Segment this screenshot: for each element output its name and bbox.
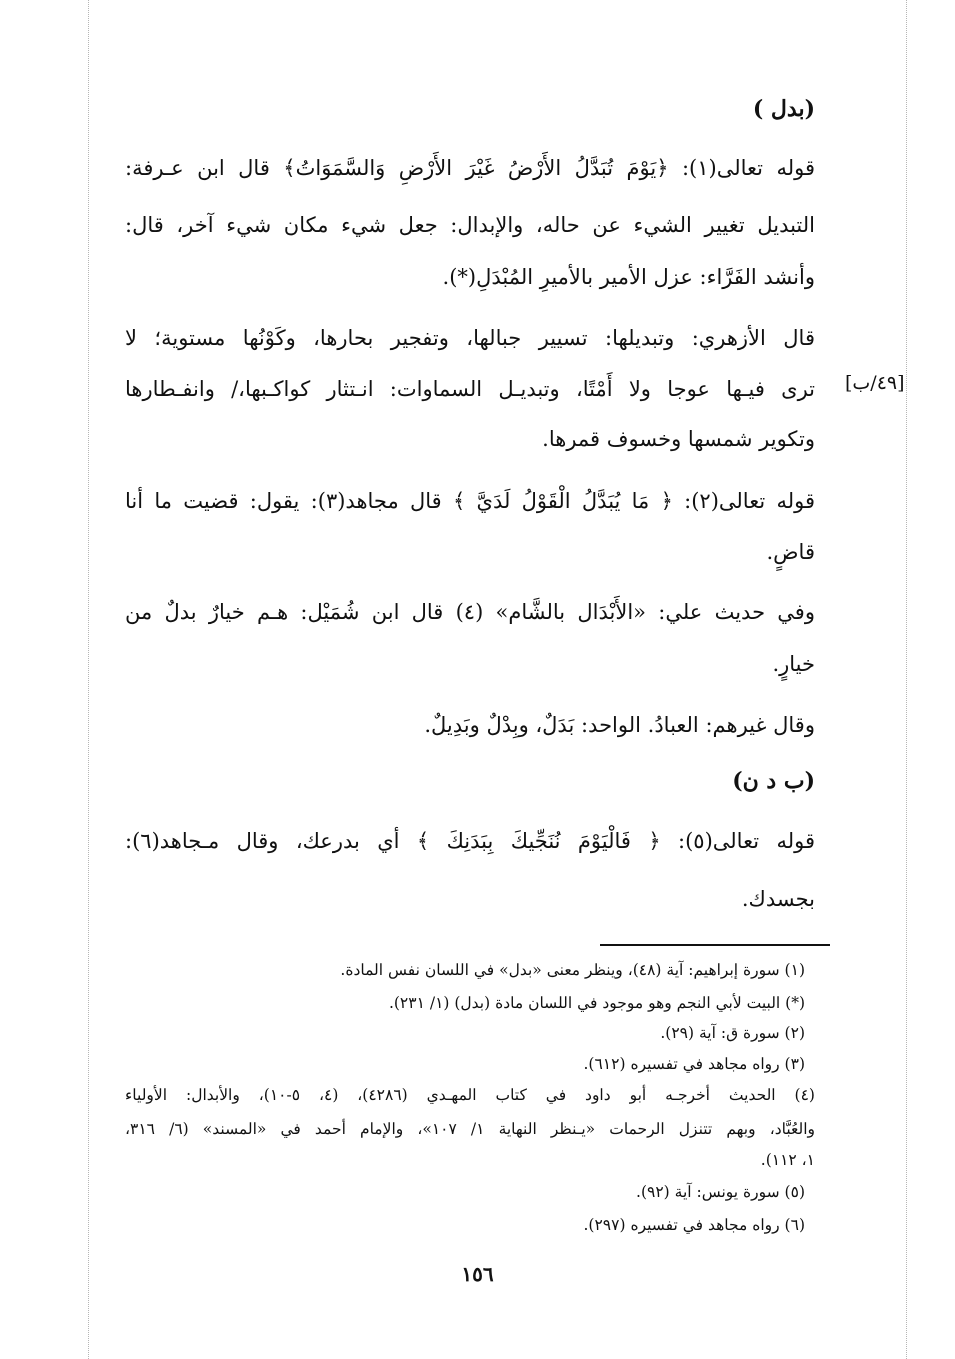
footnote-4-line-3: ١، ١١٢). [760,1151,815,1169]
paragraph-6-line-2: بجسدك. [741,887,815,911]
paragraph-4-line-1: وفي حديث علي: «الأَبْدَال بالشَّام» (٤) قال ابن شُمَيْل: هـم خيارٌ بدلٌ من [125,600,815,624]
footnote-4-line-2: والعُبَّاد، وبهم تتنزل الرحمات «يـنظر النهاية ١/ ١٠٧»، والإمام أحمد في «المسند» (٦/ ٣١٦، [125,1120,815,1138]
right-dotted-margin [906,0,907,1359]
paragraph-1-line-3: وأنشد الفَرَّاء: عزل الأمير بالأميرِ المُبْدَلِ(*). [442,265,815,289]
footnote-2: (٢) سورة ق: آية (٢٩). [660,1024,805,1042]
footnote-4-line-1: (٤) الحديث أخرجـه أبو داود في كتاب المهـدي (٤٢٨٦)، (٤، ٥-١٠)، والأبدال: الأولياء [125,1086,815,1104]
paragraph-4-line-2: خيارٍ. [772,652,815,676]
paragraph-3-line-1: قوله تعالى(٢): ﴿ مَا يُبَدَّلُ الْقَوْلُ لَدَيَّ ﴾ قال مجاهد(٣): يقول: قضيت ما أنا [125,489,815,513]
footnote-5: (٥) سورة يونس: آية (٩٢). [636,1183,805,1201]
paragraph-5-line-1: وقال غيرهم: العبادُ. الواحد: بَدَلٌ، وبِدْلٌ وبَدِيلٌ. [424,713,815,737]
left-dotted-margin [88,0,89,1359]
paragraph-6-line-1: قوله تعالى(٥): ﴿ فَالْيَوْمَ نُنَجِّيكَ بِبَدَنِكَ ﴾ أي بدرعك، وقال مـجاهد(٦): [125,829,815,853]
footnote-3: (٣) رواه مجاهد في تفسيره (٦١٢). [583,1055,805,1073]
footnote-star: (*) البيت لأبي النجم وهو موجود في اللسان مادة (بدل) (١/ ٢٣١). [388,994,805,1012]
paragraph-1-line-1: قوله تعالى(١): ﴿يَوْمَ تُبَدَّلُ الأَرْضُ غَيْرَ الأَرْضِ وَالسَّمَوَاتُ﴾ قال ابن عـرفة: [125,156,815,180]
paragraph-1-line-2: التبديل تغيير الشيء عن حاله، والإبدال: جعل شيء مكان شيء آخر، قال: [125,213,815,237]
paragraph-2-line-2: ترى فيـها عوجا ولا أَمْتًا، وتبديـل السماوات: انـتثار كواكـبها،/ وانفـطارها [125,377,815,401]
paragraph-3-line-2: قاضٍ. [766,540,815,564]
paragraph-2-line-3: وتكوير شمسها وخسوف قمرها. [542,427,815,451]
section-heading-badal: (بدل ) [752,96,815,122]
footnote-separator [600,944,830,946]
manuscript-folio-marker: [٤٩/ب] [845,372,905,394]
footnote-6: (٦) رواه مجاهد في تفسيره (٢٩٧). [583,1216,805,1234]
footnote-1: (١) سورة إبراهيم: آية (٤٨)، وينظر معنى «بدل» في اللسان نفس المادة. [340,961,805,979]
paragraph-2-line-1: قال الأزهري: وتبديلها: تسيير جبالها، وتفجير بحارها، وكَوْنُها مستوية؛ لا [125,326,815,350]
section-heading-badan: (ب د ن) [732,768,815,794]
page-number: ١٥٦ [461,1262,494,1286]
